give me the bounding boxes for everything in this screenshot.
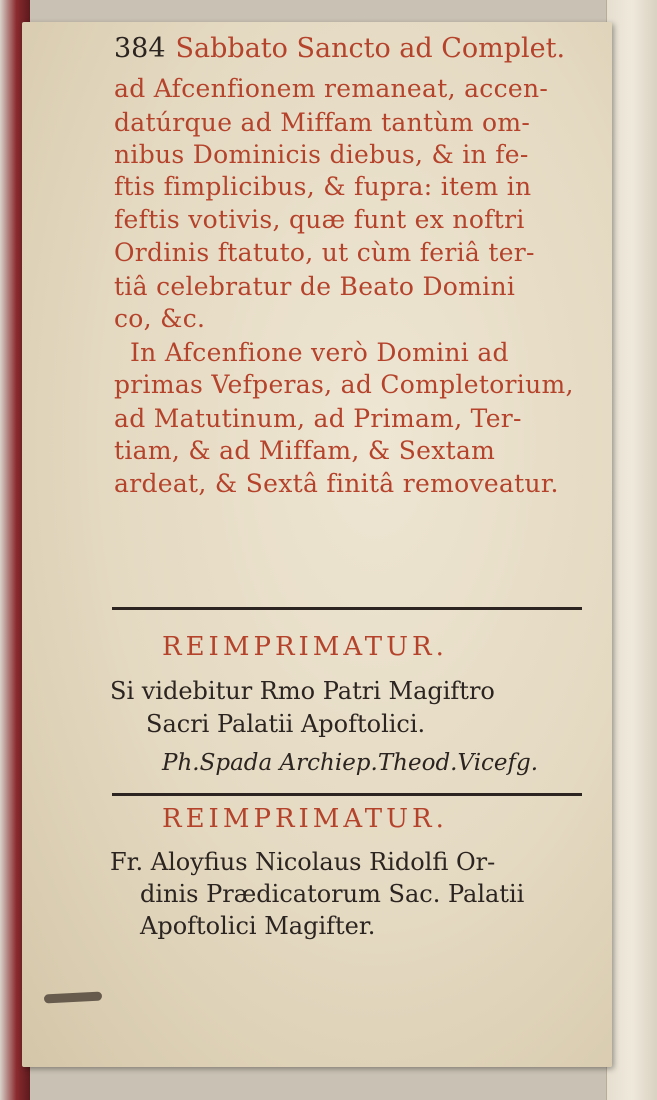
imprimatur-line: Fr. Aloyfius Nicolaus Ridolfi Or- <box>110 848 496 876</box>
page-number: 384 <box>114 33 166 64</box>
rubric-line: ad Afcenfionem remaneat, accen- <box>114 74 549 103</box>
running-header <box>114 32 614 66</box>
rubric-line: tiam, & ad Miffam, & Sextam <box>114 436 496 465</box>
book-page <box>22 22 612 1067</box>
rubric-line: ftis fimplicibus, & fupra: item in <box>114 172 532 201</box>
rubric-line: nibus Dominicis diebus, & in fe- <box>114 140 529 169</box>
rubric-line: datúrque ad Miffam tantùm om- <box>114 108 531 137</box>
divider-rule <box>112 793 582 796</box>
imprimatur-line: Apoftolici Magifter. <box>140 912 376 940</box>
rubric-line: feftis votivis, quæ funt ex noftri <box>114 205 525 234</box>
facing-page-edge <box>606 0 657 1100</box>
imprimatur-line: dinis Prædicatorum Sac. Palatii <box>140 880 525 908</box>
imprimatur-line: Sacri Palatii Apoftolici. <box>146 710 426 738</box>
rubric-line: ardeat, & Sextâ finitâ removeatur. <box>114 469 559 498</box>
running-head-title: Sabbato Sancto ad Complet. <box>175 33 566 64</box>
rubric-line: Ordinis ftatuto, ut cùm feriâ ter- <box>114 238 535 267</box>
imprimatur-signature: Ph.Spada Archiep.Theod.Vicefg. <box>162 750 539 776</box>
imprimatur-heading: REIMPRIMATUR. <box>162 804 448 834</box>
rubric-line: primas Vefperas, ad Completorium, <box>114 370 574 399</box>
rubric-line: tiâ celebratur de Beato Domini <box>114 272 516 301</box>
imprimatur-heading: REIMPRIMATUR. <box>162 632 448 662</box>
rubric-line: In Afcenfione verò Domini ad <box>130 338 509 367</box>
imprimatur-line: Si videbitur Rmo Patri Magiftro <box>110 677 495 705</box>
rubric-line: co, &c. <box>114 304 206 333</box>
divider-rule <box>112 607 582 610</box>
rubric-line: ad Matutinum, ad Primam, Ter- <box>114 404 522 433</box>
